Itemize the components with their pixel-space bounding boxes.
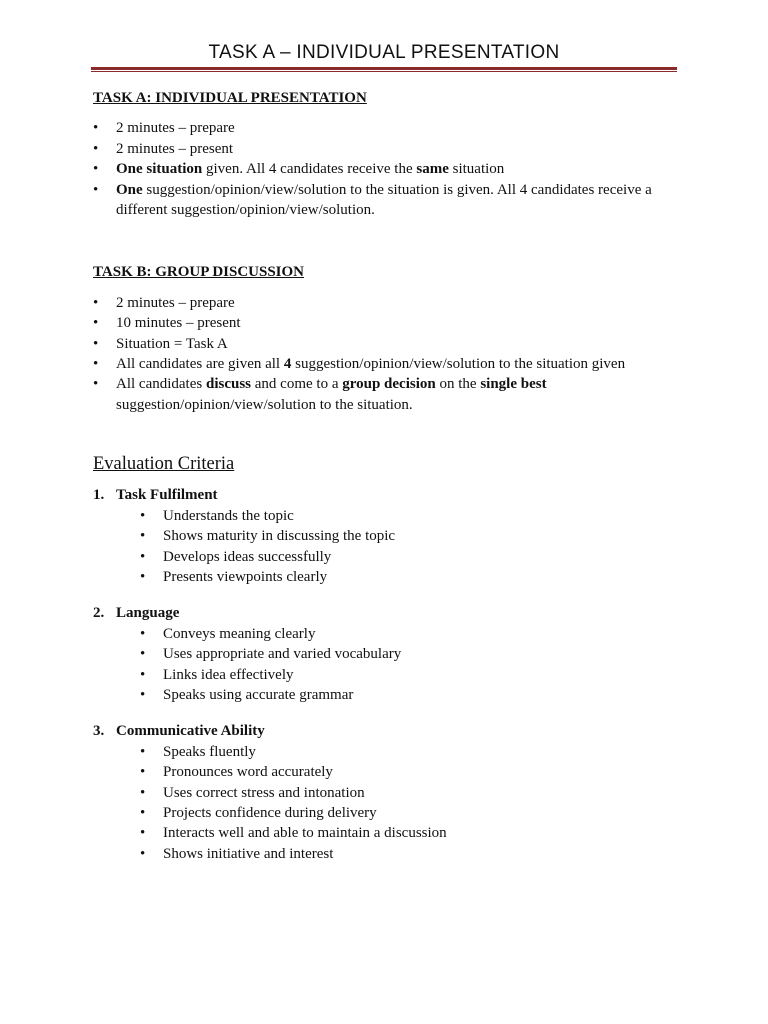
criterion-item: • Speaks fluently [140, 742, 693, 762]
page-header-title: TASK A – INDIVIDUAL PRESENTATION [208, 42, 560, 63]
list-item [93, 293, 693, 313]
document-body [93, 88, 693, 880]
criterion-item: • Uses correct stress and intonation [140, 783, 693, 803]
text-run: and come to a [251, 376, 343, 393]
text-run: single best [480, 376, 547, 393]
list-item [93, 118, 693, 138]
text-run: Situation = Task A [116, 335, 228, 352]
criterion-item: • Links idea effectively [140, 665, 693, 685]
criterion-items [93, 742, 693, 864]
criterion-number: 2. [93, 605, 105, 622]
criterion [93, 485, 693, 587]
task-b-list [93, 293, 693, 415]
header-rule [91, 67, 677, 72]
text-run: 4 [283, 356, 292, 373]
task-a-heading: TASK A: INDIVIDUAL PRESENTATION [93, 90, 367, 106]
criterion-number: 3. [93, 723, 105, 740]
text-run: 2 minutes – prepare [116, 120, 235, 137]
text-run: All candidates are given all [116, 356, 284, 373]
criterion-item: • Shows maturity in discussing the topic [140, 526, 693, 546]
list-item [93, 334, 693, 354]
text-run: 2 minutes – present [116, 140, 234, 157]
text-run: suggestion/opinion/view/solution to the situation is given. All 4 candidates receive a different suggestion/opinion/view/solution. [116, 181, 652, 219]
criterion-title: Communicative Ability [116, 723, 265, 740]
text-run: suggestion/opinion/view/solution to the situation. [116, 396, 413, 413]
criterion-items [93, 506, 693, 588]
criterion-title: Task Fulfilment [116, 487, 218, 504]
text-run: suggestion/opinion/view/solution to the situation given [291, 356, 626, 373]
text-run: given. All 4 candidates receive the [202, 161, 417, 178]
criteria-list [93, 485, 693, 864]
text-run: group decision [342, 376, 436, 393]
criterion [93, 721, 693, 864]
task-a-list [93, 118, 693, 220]
criterion-item: • Conveys meaning clearly [140, 624, 693, 644]
criterion-title: Language [116, 605, 180, 622]
criterion-item: • Pronounces word accurately [140, 762, 693, 782]
criterion-item: • Shows initiative and interest [140, 844, 693, 864]
list-item [93, 354, 693, 374]
criterion-item: • Interacts well and able to maintain a discussion [140, 823, 693, 843]
text-run: same [416, 161, 449, 178]
criterion-item: • Develops ideas successfully [140, 547, 693, 567]
text-run: 10 minutes – present [116, 315, 241, 332]
criterion-items [93, 624, 693, 706]
text-run: 2 minutes – prepare [116, 294, 235, 311]
text-run: One situation [116, 161, 203, 178]
text-run: One [116, 181, 143, 198]
text-run: All candidates [116, 376, 206, 393]
list-item [93, 180, 693, 221]
list-item [93, 313, 693, 333]
task-b-heading: TASK B: GROUP DISCUSSION [93, 264, 305, 281]
evaluation-title: Evaluation Criteria [93, 454, 235, 475]
text-run: discuss [205, 376, 252, 393]
text-run: situation [448, 161, 505, 178]
criterion-heading [93, 603, 693, 623]
criterion-number: 1. [93, 487, 105, 504]
list-item [93, 374, 693, 415]
criterion-heading [93, 721, 693, 741]
criterion-item: • Understands the topic [140, 506, 693, 526]
criterion-item: • Presents viewpoints clearly [140, 567, 693, 587]
criterion-heading [93, 485, 693, 505]
criterion [93, 603, 693, 705]
text-run: on the [435, 376, 481, 393]
list-item [93, 159, 693, 179]
list-item [93, 139, 693, 159]
criterion-item: • Projects confidence during delivery [140, 803, 693, 823]
criterion-item: • Speaks using accurate grammar [140, 685, 693, 705]
criterion-item: • Uses appropriate and varied vocabulary [140, 644, 693, 664]
